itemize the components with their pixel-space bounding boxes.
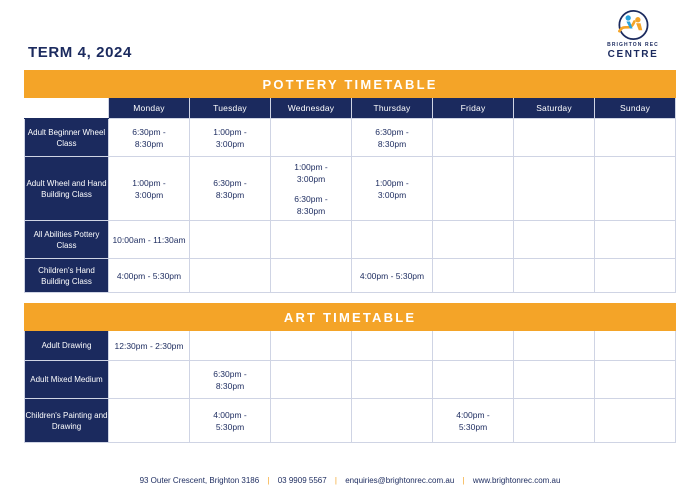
page-footer: [0, 476, 700, 485]
table-row: [25, 157, 676, 221]
slot-cell: [271, 331, 352, 361]
day-header-wednesday: Wednesday: [271, 98, 352, 119]
art-band-row: [25, 304, 676, 331]
slot-cell: [109, 157, 190, 221]
slot-cell: [271, 259, 352, 293]
slot-cell: [433, 361, 514, 399]
slot-cell: [271, 119, 352, 157]
day-header-monday: Monday: [109, 98, 190, 119]
slot-cell: [595, 157, 676, 221]
time-slot: 1:00pm - 3:00pm: [294, 161, 328, 184]
day-header-friday: Friday: [433, 98, 514, 119]
logo-text-secondary: CENTRE: [607, 49, 659, 60]
slot-cell: [190, 331, 271, 361]
footer-address: 93 Outer Crescent, Brighton 3186: [139, 476, 260, 485]
art-band-title: ART TIMETABLE: [25, 304, 676, 331]
footer-website[interactable]: www.brightonrec.com.au: [472, 476, 561, 485]
corner-cell: [25, 98, 109, 119]
time-slot: 4:00pm - 5:30pm: [359, 270, 425, 281]
slot-cell: [109, 399, 190, 443]
slot-cell: [514, 361, 595, 399]
table-row: [25, 331, 676, 361]
slot-cell: [433, 119, 514, 157]
slot-cell: [352, 119, 433, 157]
slot-cell: [595, 361, 676, 399]
slot-cell: [595, 119, 676, 157]
pottery-timetable: [24, 70, 676, 293]
time-slot: 4:00pm - 5:30pm: [213, 409, 247, 432]
slot-cell: [190, 259, 271, 293]
slot-cell: [271, 399, 352, 443]
time-slot: 6:30pm - 8:30pm: [213, 177, 247, 200]
slot-cell: [595, 399, 676, 443]
time-slot: 1:00pm - 3:00pm: [375, 177, 409, 200]
art-timetable: [24, 303, 676, 443]
table-row: [25, 119, 676, 157]
pottery-band-row: [25, 71, 676, 98]
time-slot: 1:00pm - 3:00pm: [213, 126, 247, 149]
page-title: TERM 4, 2024: [28, 44, 132, 61]
class-label: Adult Wheel and Hand Building Class: [25, 157, 109, 221]
table-row: [25, 221, 676, 259]
day-header-sunday: Sunday: [595, 98, 676, 119]
slot-cell: [433, 221, 514, 259]
slot-cell: [514, 259, 595, 293]
pottery-band-title: POTTERY TIMETABLE: [25, 71, 676, 98]
slot-cell: [433, 259, 514, 293]
day-header-thursday: Thursday: [352, 98, 433, 119]
slot-cell: [109, 331, 190, 361]
page-header: [0, 0, 700, 70]
slot-cell: [514, 331, 595, 361]
slot-cell: [190, 361, 271, 399]
class-label: Children's Hand Building Class: [25, 259, 109, 293]
slot-cell: [271, 361, 352, 399]
day-header-saturday: Saturday: [514, 98, 595, 119]
slot-cell: [433, 399, 514, 443]
time-slot: 6:30pm - 8:30pm: [213, 368, 247, 391]
slot-cell: [352, 157, 433, 221]
slot-cell: [514, 119, 595, 157]
logo-text-primary: BRIGHTON REC: [607, 42, 659, 48]
time-slot: 4:00pm - 5:30pm: [116, 270, 182, 281]
slot-cell: [433, 157, 514, 221]
time-slot: 6:30pm - 8:30pm: [294, 193, 328, 216]
slot-cell: [190, 221, 271, 259]
slot-cell: [109, 119, 190, 157]
slot-cell: [190, 119, 271, 157]
slot-cell: [514, 157, 595, 221]
table-row: [25, 399, 676, 443]
footer-separator: |: [267, 476, 270, 485]
time-slot: 4:00pm - 5:30pm: [456, 409, 490, 432]
slot-cell: [514, 399, 595, 443]
time-slot: 1:00pm - 3:00pm: [132, 177, 166, 200]
timetables-container: [24, 70, 676, 443]
time-slot: 10:00am - 11:30am: [112, 234, 186, 245]
footer-separator: |: [334, 476, 337, 485]
class-label: Adult Beginner Wheel Class: [25, 119, 109, 157]
day-header-tuesday: Tuesday: [190, 98, 271, 119]
class-label: All Abilities Pottery Class: [25, 221, 109, 259]
slot-cell: [109, 259, 190, 293]
slot-cell: [352, 361, 433, 399]
class-label: Adult Drawing: [25, 331, 109, 361]
class-label: Adult Mixed Medium: [25, 361, 109, 399]
time-slot: 6:30pm - 8:30pm: [132, 126, 166, 149]
slot-cell: [190, 157, 271, 221]
slot-cell: [271, 157, 352, 221]
slot-cell: [352, 221, 433, 259]
table-row: [25, 259, 676, 293]
class-label: Children's Painting and Drawing: [25, 399, 109, 443]
slot-cell: [271, 221, 352, 259]
slot-cell: [352, 331, 433, 361]
footer-phone: 03 9909 5567: [277, 476, 327, 485]
slot-cell: [595, 331, 676, 361]
slot-cell: [109, 361, 190, 399]
slot-cell: [109, 221, 190, 259]
slot-cell: [595, 259, 676, 293]
slot-cell: [595, 221, 676, 259]
section-spacer: [24, 293, 676, 303]
slot-cell: [514, 221, 595, 259]
table-row: [25, 361, 676, 399]
pottery-day-header-row: [25, 98, 676, 119]
footer-separator: |: [462, 476, 465, 485]
slot-cell: [352, 259, 433, 293]
slot-cell: [190, 399, 271, 443]
brighton-rec-centre-logo-icon: [607, 10, 660, 40]
slot-cell: [433, 331, 514, 361]
footer-email[interactable]: enquiries@brightonrec.com.au: [345, 476, 455, 485]
brand-logo: [590, 10, 676, 61]
time-slot: 12:30pm - 2:30pm: [114, 340, 184, 351]
time-slot: 6:30pm - 8:30pm: [375, 126, 409, 149]
slot-cell: [352, 399, 433, 443]
